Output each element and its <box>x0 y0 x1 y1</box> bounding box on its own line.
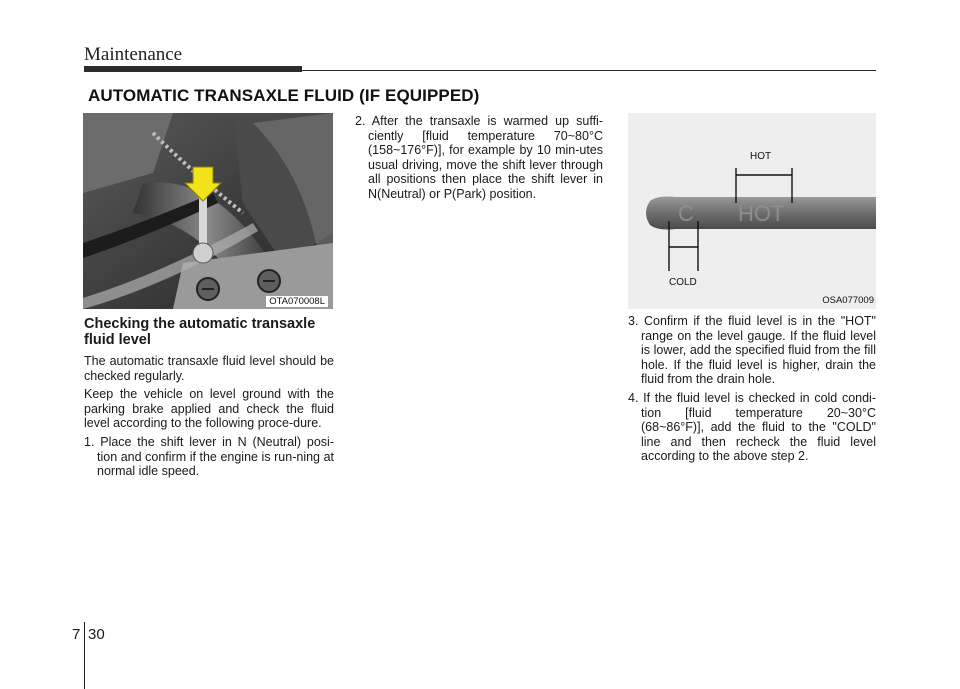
footer-divider <box>84 622 85 689</box>
paragraph-procedure: Keep the vehicle on level ground with the parking brake applied and check the fluid level according to the following proce-dure. <box>84 387 334 431</box>
header-rule-thin <box>302 70 876 71</box>
page-number: 30 <box>88 626 105 643</box>
figure-caption-left: OTA070008L <box>266 296 328 307</box>
page-header-title: Maintenance <box>84 44 183 65</box>
engine-photo-illustration <box>83 113 333 309</box>
dipstick-gauge-figure <box>628 113 876 309</box>
gauge-hot-label: HOT <box>750 151 772 162</box>
step-4: 4. If the fluid level is checked in cold condi-tion [fluid temperature 20~30°C (68~86°F)], add the fluid to the "COLD" line and then recheck the fluid level according to the above step 2. <box>628 390 876 464</box>
column-left <box>84 316 334 483</box>
paragraph-intro: The automatic transaxle fluid level should be checked regularly. <box>84 354 334 383</box>
engine-photo <box>83 113 333 309</box>
column-middle <box>355 114 603 206</box>
gauge-mark-hot: HOT <box>738 201 785 226</box>
subsection-heading: Checking the automatic transaxle fluid level <box>84 316 316 348</box>
header-rule-thick <box>84 66 302 72</box>
chapter-number: 7 <box>72 626 81 643</box>
gauge-cold-label: COLD <box>669 277 697 288</box>
figure-caption-right: OSA077009 <box>822 295 874 306</box>
step-3: 3. Confirm if the fluid level is in the "HOT" range on the level gauge. If the fluid level is lower, add the specified fluid from the fill hole. If the fluid level is higher, drain the fluid from the drain hole. <box>628 314 876 387</box>
gauge-mark-c: C <box>678 201 694 226</box>
section-title: AUTOMATIC TRANSAXLE FLUID (IF EQUIPPED) <box>88 86 480 105</box>
step-1: 1. Place the shift lever in N (Neutral) posi-tion and confirm if the engine is run-ning at normal idle speed. <box>84 434 334 479</box>
column-right <box>628 314 876 468</box>
dipstick-gauge-illustration <box>628 113 876 309</box>
step-2: 2. After the transaxle is warmed up suffi-ciently [fluid temperature 70~80°C (158~176°F)], for example by 10 min-utes usual driving, move the shift lever through all positions then place the shift lever in N(Neutral) or P(Park) position. <box>355 114 603 201</box>
